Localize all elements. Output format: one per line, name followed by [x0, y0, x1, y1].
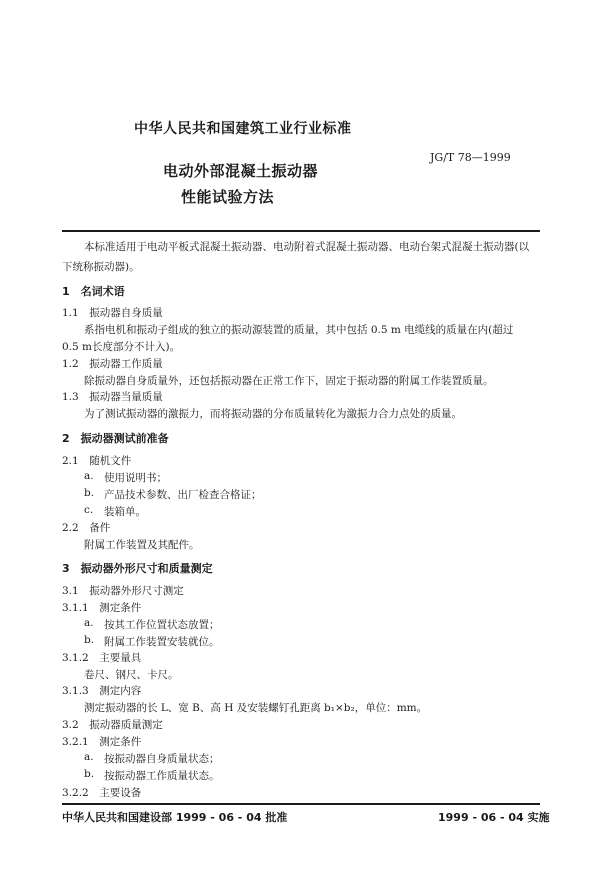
clause-3-1-3-text: 测定振动器的长 L、宽 B、高 H 及安装螺钉孔距离 b₁×b₂，单位：mm。	[84, 702, 428, 714]
list-item-marker: b.	[84, 768, 95, 780]
clause-3-1-heading: 3.1 振动器外形尺寸测定	[62, 585, 184, 597]
document-title-line-1: 电动外部混凝土振动器	[163, 162, 319, 180]
document-title-line-2: 性能试验方法	[181, 188, 275, 206]
list-item-text: 按振动器工作质量状态。	[104, 770, 220, 782]
clause-1-3-heading: 1.3 振动器当量质量	[62, 391, 163, 403]
header-divider	[62, 230, 540, 232]
section-1-heading: 1 名词术语	[62, 285, 125, 298]
clause-3-2-heading: 3.2 振动器质量测定	[62, 719, 163, 731]
clause-3-1-2-text: 卷尺、钢尺、卡尺。	[84, 669, 179, 681]
list-item-text: 装箱单。	[104, 506, 146, 518]
clause-1-1-text-line-2: 0.5 m长度部分不计入)。	[62, 341, 181, 353]
clause-3-2-2-heading: 3.2.2 主要设备	[62, 787, 142, 799]
clause-1-1-text-line-1: 系指电机和振动子组成的独立的振动源装置的质量，其中包括 0.5 m 电缆线的质量在内(超过	[84, 324, 514, 336]
list-item-text: 按振动器自身质量状态；	[104, 753, 220, 765]
list-item-marker: b.	[84, 634, 95, 646]
list-item-text: 使用说明书；	[104, 472, 167, 484]
clause-2-2-heading: 2.2 备件	[62, 522, 111, 534]
clause-3-2-1-heading: 3.2.1 测定条件	[62, 736, 142, 748]
list-item-text: 产品技术参数、出厂检查合格证；	[104, 489, 262, 501]
clause-2-1-heading: 2.1 随机文件	[62, 455, 132, 467]
clause-3-1-1-heading: 3.1.1 测定条件	[62, 602, 142, 614]
standard-number: JG/T 78—1999	[430, 151, 511, 164]
list-item-text: 附属工作装置安装就位。	[104, 636, 220, 648]
section-2-heading: 2 振动器测试前准备	[62, 432, 169, 445]
intro-line-2: 下统称振动器)。	[62, 261, 140, 273]
approval-line: 中华人民共和国建设部 1999 - 06 - 04 批准	[62, 811, 288, 824]
clause-2-2-text: 附属工作装置及其配件。	[84, 539, 200, 551]
clause-1-2-text: 除振动器自身质量外，还包括振动器在正常工作下，固定于振动器的附属工作装置质量。	[84, 375, 494, 387]
effective-date-line: 1999 - 06 - 04 实施	[438, 811, 550, 824]
clause-3-1-3-heading: 3.1.3 测定内容	[62, 685, 142, 697]
footer-divider	[62, 803, 540, 805]
list-item-marker: b.	[84, 487, 95, 499]
list-item-marker: a.	[84, 617, 94, 629]
standard-category: 中华人民共和国建筑工业行业标准	[134, 121, 352, 137]
clause-1-3-text: 为了测试振动器的激振力，而将振动器的分布质量转化为激振力合力点处的质量。	[84, 408, 462, 420]
list-item-marker: a.	[84, 751, 94, 763]
clause-3-1-2-heading: 3.1.2 主要量具	[62, 652, 142, 664]
list-item-text: 按其工作位置状态放置；	[104, 619, 220, 631]
clause-1-2-heading: 1.2 振动器工作质量	[62, 358, 163, 370]
intro-line-1: 本标准适用于电动平板式混凝土振动器、电动附着式混凝土振动器、电动台架式混凝土振动器(以	[84, 241, 530, 253]
list-item-marker: c.	[84, 504, 94, 516]
section-3-heading: 3 振动器外形尺寸和质量测定	[62, 562, 213, 575]
list-item-marker: a.	[84, 470, 94, 482]
clause-1-1-heading: 1.1 振动器自身质量	[62, 307, 163, 319]
